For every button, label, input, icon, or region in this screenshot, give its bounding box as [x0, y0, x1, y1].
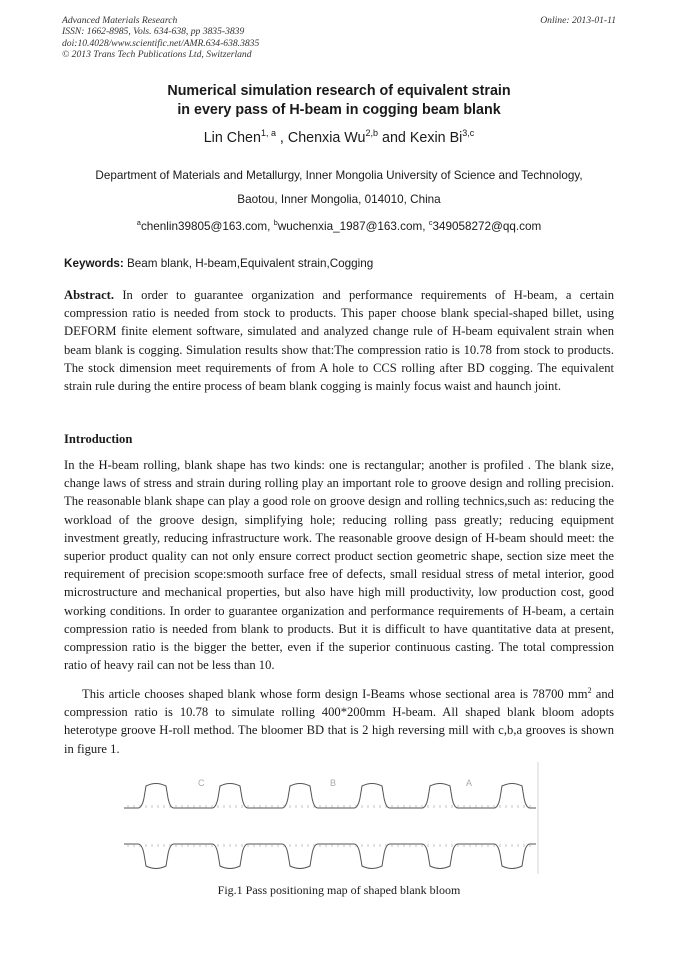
email-author-3: 349058272@qq.com — [432, 220, 542, 233]
intro-paragraph-2 — [64, 685, 614, 758]
email-marker: c — [428, 218, 433, 227]
intro-paragraph-2-text: This article chooses shaped blank whose form design I-Beams whose sectional area is 78700 mm — [82, 687, 588, 701]
author-3: Kexin Bi — [409, 130, 463, 146]
author-2-affil: 2,b — [365, 128, 379, 138]
author-separator: and — [378, 130, 410, 146]
roll-profile-line — [124, 844, 536, 869]
author-3-affil: 3,c — [462, 128, 475, 138]
keywords-text: Beam blank, H-beam,Equivalent strain,Cogging — [123, 257, 374, 270]
groove-label-c: C — [198, 778, 205, 788]
copyright-line: © 2013 Trans Tech Publications Ltd, Switzerland — [62, 49, 252, 61]
abstract-text: In order to guarantee organization and performance requirements of H-beam, a certain compression ratio is needed from stock to products. This paper choose blank special-shaped billet, using DEFORM finite element software, simulated and analyzed change rule of H-beam equivalent strain when beam blank is cogging. Simulation results show that:The compression ratio is 10.78 from stock to products. The stock dimension meet requirements of from A hole to CCS rolling after BD cogging. The equivalent strain rule during the entire process of beam blank cogging is mainly focus waist and haunch joint. — [64, 288, 614, 394]
author-1: Lin Chen — [203, 130, 261, 146]
email-marker: b — [273, 218, 278, 227]
email-author-1: chenlin39805@163.com, — [140, 220, 274, 233]
author-2: Chenxia Wu — [287, 130, 366, 146]
intro-paragraph-2-text-cont: and compression ratio is 10.78 to simulate rolling 400*200mm H-beam. All shaped blank bloom adopts heterotype groove H-roll method. The bloomer BD that is 2 high reversing mill with c,b,a grooves is shown in figure 1. — [64, 687, 614, 756]
doi-line: doi:10.4028/www.scientific.net/AMR.634-638.3835 — [62, 37, 260, 49]
issn-line: ISSN: 1662-8985, Vols. 634-638, pp 3835-3839 — [62, 26, 245, 38]
introduction-heading: Introduction — [64, 432, 133, 446]
groove-label-b: B — [330, 778, 337, 788]
title-line-1: Numerical simulation research of equivalent strain — [167, 83, 511, 99]
title-line-2: in every pass of H-beam in cogging beam blank — [177, 102, 501, 118]
lower-roll-profile — [124, 844, 536, 869]
abstract-label: Abstract. — [64, 288, 115, 302]
intro-paragraph-1: In the H-beam rolling, blank shape has two kinds: one is rectangular; another is profiled . The blank size, change laws of stress and strain during rolling play an important role to groove design and rolling precision. The reasonable blank shape can play a good role on groove design and rolling technics,such as: reducing the workload of the groove design, simplifying hole; reducing rolling pass greatly; reducing equipment investment greatly, reducing infrastructure work. The reasonable groove design of H-beam should meet: the superior product quality can not only ensure correct product section geometric shape, section size meet the requirement of precision scope:smooth surface free of defects, small residual stress of metal interior, good microstructure and mechanical properties, but also have high mill productivity, low production cost, good working conditions. In order to guarantee organization and performance requirements of H-beam, a certain compression ratio is needed from blank to products. But it is difficult to have quantitative data at present, compression ratio is the bigger the better, even if the superior continuous casting. The total compression ratio of heavy rail can not be less than 10. — [64, 458, 614, 673]
author-separator: , — [275, 130, 288, 146]
unit-superscript: 2 — [587, 686, 592, 695]
author-1-affil: 1, a — [260, 128, 276, 138]
affiliation-line-2: Baotou, Inner Mongolia, 014010, China — [237, 193, 441, 206]
email-author-2: wuchenxia_1987@163.com, — [277, 220, 429, 233]
email-list — [0, 218, 678, 233]
journal-name: Advanced Materials Research — [62, 15, 178, 26]
pass-positioning-figure — [120, 762, 540, 874]
groove-label-a: A — [466, 778, 473, 788]
online-date: Online: 2013-01-11 — [540, 15, 616, 26]
abstract — [64, 286, 614, 395]
figure-caption: Fig.1 Pass positioning map of shaped blank bloom — [217, 883, 461, 897]
email-marker: a — [136, 218, 141, 227]
keywords-label: Keywords: — [64, 257, 124, 270]
author-list — [0, 128, 678, 146]
affiliation-line-1: Department of Materials and Metallurgy, Inner Mongolia University of Science and Technology, — [95, 169, 583, 182]
keywords — [64, 257, 373, 270]
journal-header — [62, 15, 618, 61]
paper-title — [0, 82, 678, 120]
